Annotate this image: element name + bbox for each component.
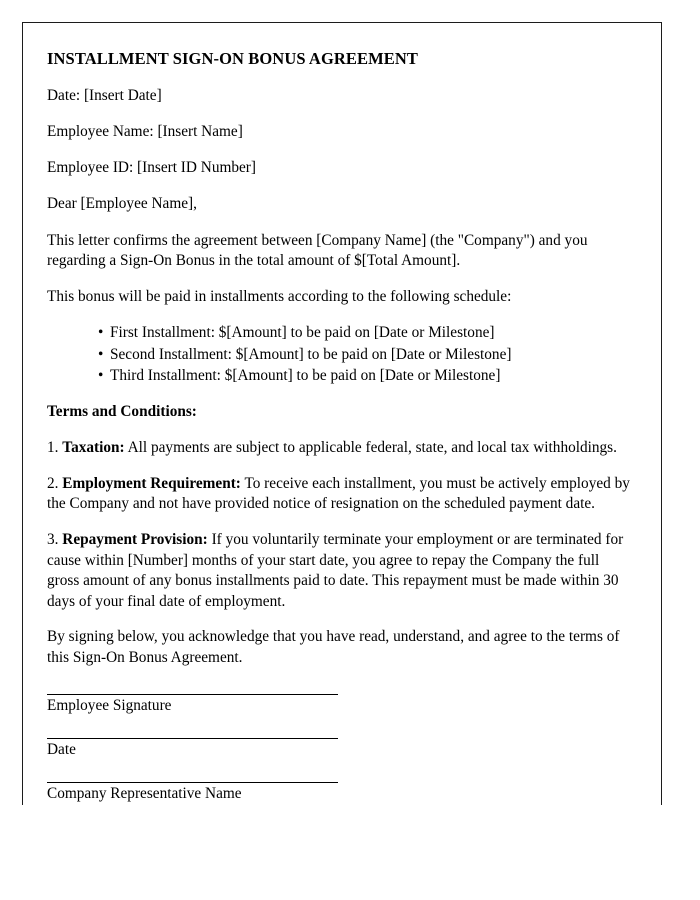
page-title: INSTALLMENT SIGN-ON BONUS AGREEMENT <box>47 49 419 68</box>
clause-label: Employment Requirement: <box>62 474 241 492</box>
signature-entry-company-representative <box>47 782 635 804</box>
salutation: Dear [Employee Name], <box>47 195 197 213</box>
field-date: Date: [Insert Date] <box>47 86 162 104</box>
field-employee-name: Employee Name: [Insert Name] <box>47 122 243 140</box>
list-item: • Third Installment: $[Amount] to be paid on [Date or Milestone] <box>98 365 635 386</box>
list-item: • Second Installment: $[Amount] to be paid on [Date or Milestone] <box>98 344 635 365</box>
signature-caption: Employee Signature <box>47 696 172 714</box>
intro-paragraph: This letter confirms the agreement between [Company Name] (the "Company") and you regarding a Sign-On Bonus in the total amount of $[Total Amount]. <box>47 231 588 270</box>
terms-and-conditions-heading: Terms and Conditions: <box>47 402 197 420</box>
clause-label: Repayment Provision: <box>62 530 208 548</box>
installment-schedule-list <box>47 322 635 385</box>
clause-employment-requirement <box>47 474 635 515</box>
clause-number: 3. <box>47 530 63 548</box>
schedule-lead-in: This bonus will be paid in installments according to the following schedule: <box>47 287 512 305</box>
signature-entry-date <box>47 738 635 760</box>
clause-taxation <box>47 438 635 459</box>
clause-text: All payments are subject to applicable federal, state, and local tax withholdings. <box>124 438 617 456</box>
signature-caption: Date <box>47 740 76 758</box>
signature-rule <box>47 782 338 783</box>
document-body <box>23 23 661 805</box>
clause-number: 2. <box>47 474 63 492</box>
signature-rule <box>47 738 338 739</box>
closing-paragraph: By signing below, you acknowledge that you have read, understand, and agree to the terms of this Sign-On Bonus Agreement. <box>47 628 620 667</box>
document-page <box>22 22 662 805</box>
field-employee-id: Employee ID: [Insert ID Number] <box>47 159 256 177</box>
clause-text: To receive each installment, you must be actively employed by the Company and not have provided notice of resignation on the scheduled payment date. <box>47 474 630 513</box>
signature-block <box>47 694 635 805</box>
clause-number: 1. <box>47 438 63 456</box>
signature-entry-employee-signature <box>47 694 635 716</box>
clause-text: If you voluntarily terminate your employment or are terminated for cause within [Number] months of your start date, you agree to repay the Company the full gross amount of any bonus installments paid to date. This repayment must be made within 30 days of your final date of employment. <box>47 530 624 610</box>
list-item: • First Installment: $[Amount] to be paid on [Date or Milestone] <box>98 322 635 343</box>
clause-repayment-provision <box>47 530 635 613</box>
signature-caption: Company Representative Name <box>47 785 242 803</box>
clause-label: Taxation: <box>62 438 125 456</box>
signature-rule <box>47 694 338 695</box>
